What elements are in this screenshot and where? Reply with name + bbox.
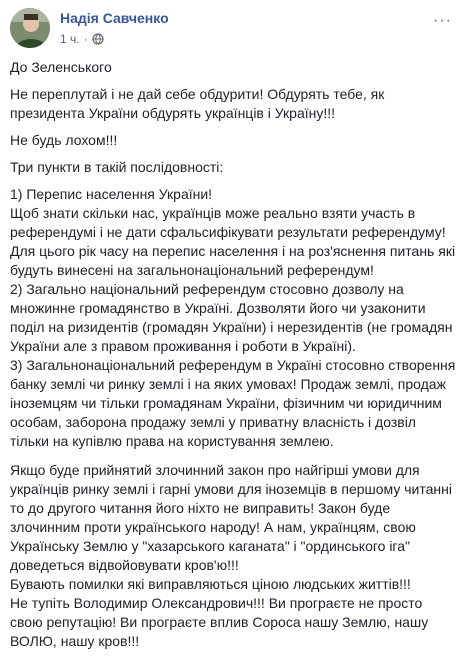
post-header — [10, 8, 456, 48]
post-time[interactable]: 1 ч. — [60, 32, 80, 46]
post-meta — [60, 32, 104, 46]
post-body — [10, 58, 456, 659]
paragraph-1: До Зеленського — [10, 59, 112, 75]
paragraph-3: Не будь лохом!!! — [10, 132, 118, 148]
author-name[interactable]: Надія Савченко — [60, 10, 169, 26]
author-avatar[interactable] — [10, 8, 50, 48]
avatar-image — [10, 8, 50, 48]
more-options-icon[interactable]: ··· — [433, 12, 452, 29]
paragraph-6: Якщо буде прийнятий злочинний закон про найгірші умови для українців ринку землі і гарні умови для іноземців в першому читанні то до другого читання його ніхто не виправить! Закон буде злочинним проти українського народу! А нам, українцям, свою Українську Землю у "хазарського каганата" і "ординського іга" доведеться відвойовувати кров'ю!!! Бувають помилки які виправляються ціною людських життів!!! Не тупіть Володимир Олександрович!!! Ви програєте не просто свою репутацію! Ви програєте вплив Сороса нашу Землю, нашу ВОЛЮ, нашу кров!!! — [10, 462, 452, 649]
paragraph-5: 1) Перепис населення України! Щоб знати скільки нас, українців може реально взяти участь в референдумі і не дати сфальсифікувати результати референдуму! Для цього рік часу на перепис населення і на роз'яснення питань які будуть винесені на загальнонаціональний референдум! 2) Загально національний референдум стосовно дозволу на множинне громадянство в Україні. Дозволяти його чи узаконити поділ на ризидентів (громадян України) і нерезидентів (не громадян України але з правом проживання і роботи в Україні). 3) Загальнонаціональний референдум в Україні стосовно створення банку землі чи ринку землі і на яких умовах! Продаж землі, продаж іноземцям чи тільки громадянам України, фізичним чи юридичним особам, заборона продажу землі у приватну власність і дозвіл тільки на купівлю права на користування землею. — [10, 186, 456, 449]
globe-icon[interactable] — [92, 33, 104, 45]
meta-separator: · — [83, 32, 88, 46]
paragraph-4: Три пункти в такій послідовності: — [10, 159, 224, 175]
paragraph-2: Не переплутай і не дай себе обдурити! Обдурять тебе, як президента України обдурять українців і Україну!!! — [10, 86, 385, 121]
